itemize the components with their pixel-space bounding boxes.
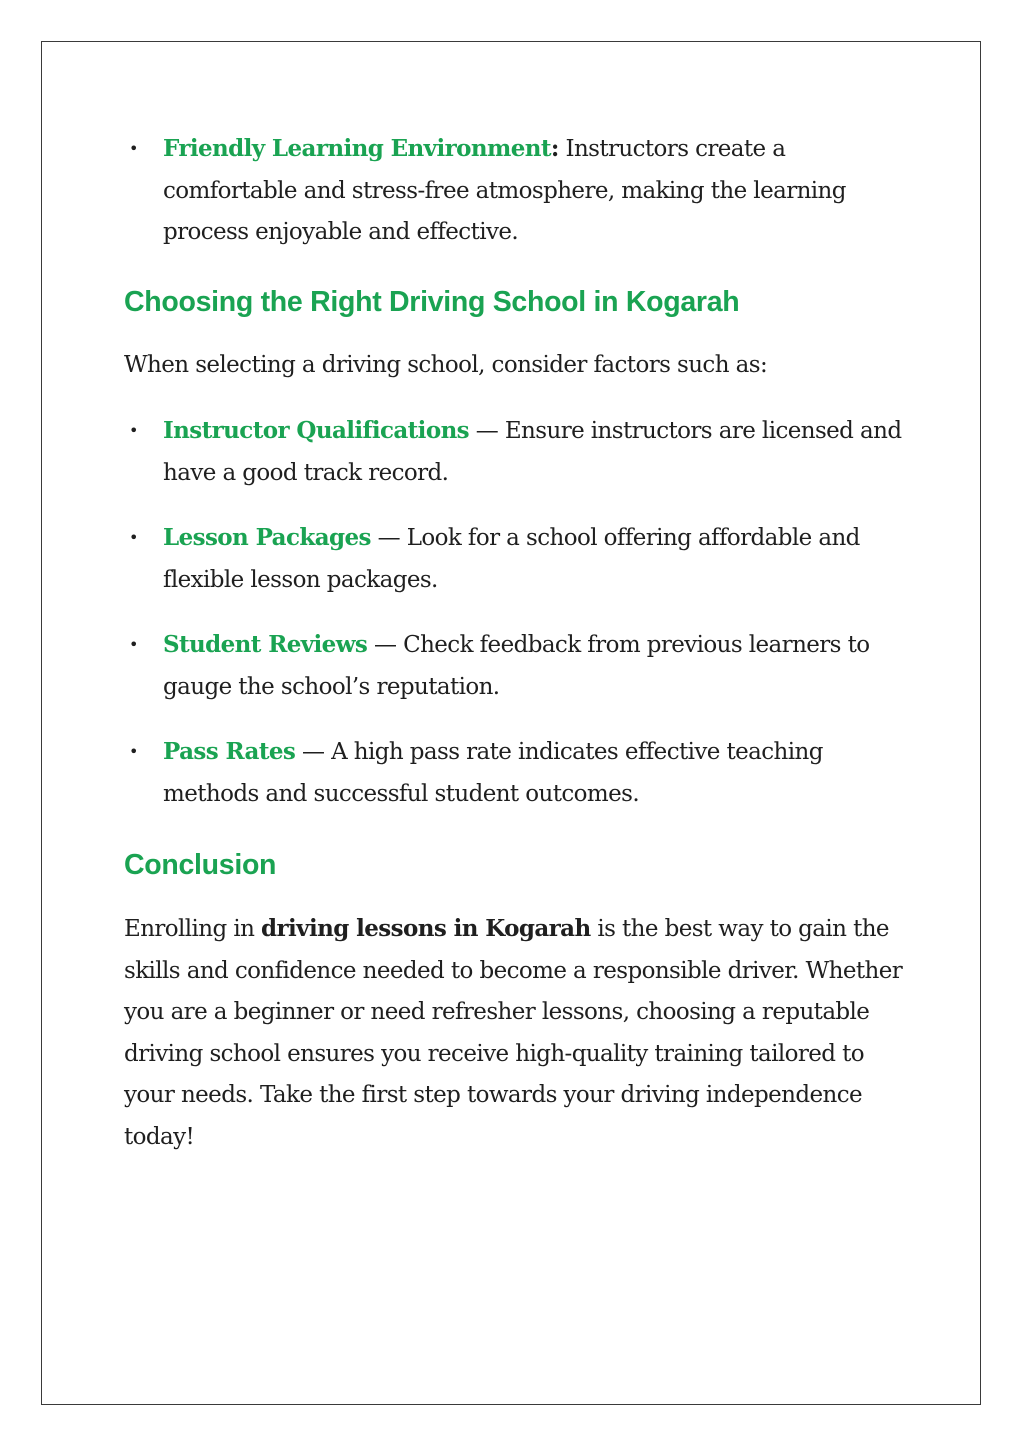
bullet-icon: •	[129, 742, 138, 761]
factors-list	[124, 410, 904, 815]
conclusion-text-start: Enrolling in	[124, 916, 262, 942]
document-body	[124, 128, 904, 1158]
list-item	[124, 128, 904, 254]
bullet-icon: •	[129, 139, 138, 158]
list-item	[124, 410, 904, 494]
list-item	[124, 731, 904, 815]
bullet-icon: •	[129, 635, 138, 654]
list-item-text: — Ensure instructors are licensed and have a good track record.	[163, 418, 902, 486]
list-item-text: — Look for a school offering affordable and flexible lesson packages.	[163, 525, 860, 593]
conclusion-keyword: driving lessons in Kogarah	[261, 915, 591, 942]
list-item-text: Instructors create a comfortable and stress-free atmosphere, making the learning process enjoyable and effective.	[163, 136, 846, 245]
list-item-text: — A high pass rate indicates effective teaching methods and successful student outcomes.	[163, 739, 823, 807]
list-item-term: Friendly Learning Environment	[163, 135, 551, 162]
list-item-term: Instructor Qualifications	[163, 417, 470, 444]
list-item	[124, 517, 904, 601]
list-item-term: Student Reviews	[163, 631, 368, 658]
list-item-separator: :	[550, 135, 559, 162]
list-item-text: — Check feedback from previous learners to gauge the school’s reputation.	[163, 632, 870, 700]
section-heading-conclusion: Conclusion	[124, 849, 277, 881]
list-item-term: Pass Rates	[163, 738, 296, 765]
intro-paragraph: When selecting a driving school, consider factors such as:	[124, 351, 768, 378]
section-heading-choosing: Choosing the Right Driving School in Kogarah	[124, 285, 740, 318]
bullet-icon: •	[129, 528, 138, 547]
benefits-list	[124, 128, 904, 254]
list-item	[124, 624, 904, 708]
conclusion-text-rest: is the best way to gain the skills and confidence needed to become a responsible driver. Whether you are a beginner or need refresher lessons, choosing a reputable driving school ensures you receive high-quality training tailored to your needs. Take the first step towards your driving independence today!	[124, 916, 903, 1150]
list-item-term: Lesson Packages	[163, 524, 371, 551]
bullet-icon: •	[129, 421, 138, 440]
conclusion-paragraph	[124, 908, 904, 1158]
